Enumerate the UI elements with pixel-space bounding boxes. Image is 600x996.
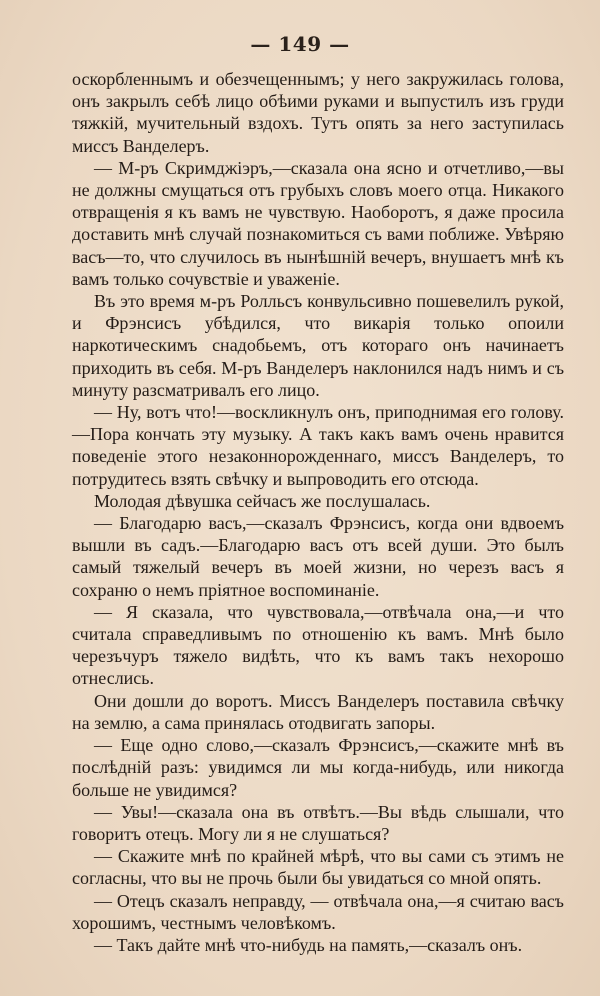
paragraph: — Скажите мнѣ по крайней мѣрѣ, что вы сами съ этимъ не согласны, что вы не прочь были бы увидаться со мной опять.: [72, 846, 564, 889]
paragraph: Они дошли до воротъ. Миссъ Ванделеръ поставила свѣчку на землю, а сама принялась отодвигать запоры.: [72, 690, 564, 733]
paragraph: — Благодарю васъ,—сказалъ Фрэнсисъ, когда они вдвоемъ вышли въ садъ.—Благодарю васъ отъ всей души. Это былъ самый тяжелый вечеръ въ моей жизни, но черезъ васъ я сохраню о немъ пріятное воспоминаніе.: [72, 513, 564, 600]
paragraph: — Ну, вотъ что!—воскликнулъ онъ, приподнимая его голову.—Пора кончать эту музыку. А такъ какъ вамъ очень нравится поведеніе этого незаконнорожденнаго, миссъ Ванделеръ, то потрудитесь взять свѣчку и выпроводить его отсюда.: [72, 402, 564, 489]
paragraph: — Увы!—сказала она въ отвѣтъ.—Вы вѣдь слышали, что говоритъ отецъ. Могу ли я не слушаться?: [72, 801, 564, 844]
page-body-text: [72, 68, 564, 956]
paragraph: Въ это время м-ръ Ролльсъ конвульсивно пошевелилъ рукой, и Фрэнсисъ убѣдился, что викарія только опоили наркотическимъ снадобьемъ, отъ котораго онъ начинаетъ приходить въ себя. М-ръ Ванделеръ наклонился надъ нимъ и съ минуту разсматривалъ его лицо.: [72, 291, 564, 400]
paragraph: — М-ръ Скримджіэръ,—сказала она ясно и отчетливо,—вы не должны смущаться отъ грубыхъ словъ моего отца. Никакого отвращенія я къ вамъ не чувствую. Наоборотъ, я даже просила доставить мнѣ случай познакомиться съ вами поближе. Увѣряю васъ—то, что случилось въ нынѣшній вечеръ, внушаетъ мнѣ къ вамъ только сочувствіе и уваженіе.: [72, 157, 564, 289]
paragraph: — Я сказала, что чувствовала,—отвѣчала она,—и что считала справедливымъ по отношенію къ вамъ. Мнѣ было черезъчуръ тяжело видѣть, что къ вамъ такъ нехорошо отнеслись.: [72, 601, 564, 689]
paragraph: Молодая дѣвушка сейчасъ же послушалась.: [94, 490, 431, 511]
paragraph: оскорбленнымъ и обезчещеннымъ; у него закружилась голова, онъ закрылъ себѣ лицо обѣими руками и выпустилъ изъ груди тяжкій, мучительный вздохъ. Тутъ опять за него заступилась миссъ Ванделеръ.: [72, 69, 564, 156]
paragraph: — Отецъ сказалъ неправду, — отвѣчала она,—я считаю васъ хорошимъ, честнымъ человѣкомъ.: [72, 890, 564, 933]
paragraph: — Такъ дайте мнѣ что-нибудь на память,—сказалъ онъ.: [94, 934, 523, 955]
page-number: — 149 —: [250, 32, 350, 56]
paragraph: — Еще одно слово,—сказалъ Фрэнсисъ,—скажите мнѣ въ послѣдній разъ: увидимся ли мы когда-нибудь, или никогда больше не увидимся?: [72, 735, 564, 800]
